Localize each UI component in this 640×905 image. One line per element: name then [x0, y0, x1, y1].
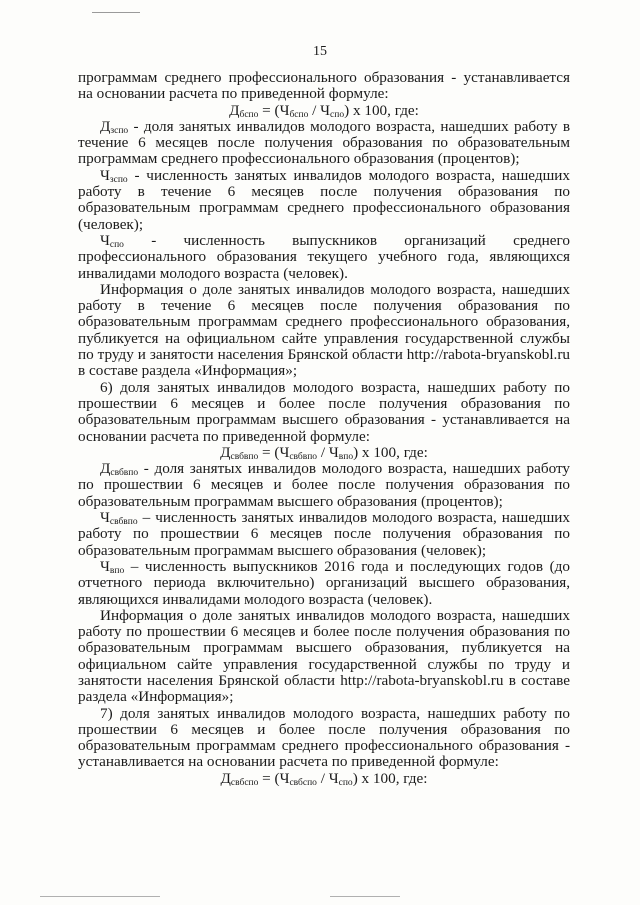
- text-run: - численность занятых инвалидов молодого возраста, нашедших работу в течение 6 месяцев после получения образования по образовательным программам среднего профессионального образования (человек);: [78, 166, 570, 233]
- text-run: ) х 100, где:: [353, 443, 428, 461]
- subscript: зспо: [109, 174, 128, 185]
- subscript: впо: [109, 565, 125, 576]
- text-run: – численность выпускников 2016 года и последующих годов (до отчетного периода включительно) организаций высшего образования, являющихся инвалидами молодого возраста (человек).: [78, 557, 570, 608]
- paragraph: [78, 608, 570, 706]
- paragraph: [78, 119, 570, 168]
- text-run: - численность выпускников организаций среднего профессионального образования текущего учебного года, являющихся инвалидами молодого возраста (человек).: [78, 231, 570, 282]
- text-run: ) х 100, где:: [352, 769, 428, 787]
- scan-mark-top: [92, 12, 140, 13]
- text-run: 6) доля занятых инвалидов молодого возраста, нашедших работу по прошествии 6 месяцев и более после получения образования по образовательным программам высшего образования - устанавливается на основании расчета по приведенной формуле:: [78, 378, 570, 445]
- paragraph: [78, 559, 570, 608]
- subscript: свбвпо: [289, 451, 318, 462]
- text-run: - доля занятых инвалидов молодого возраста, нашедших работу в течение 6 месяцев после получения образования по образовательным программам среднего профессионального образования (процентов);: [78, 117, 570, 168]
- document-body: [78, 70, 570, 787]
- text-run: Д: [220, 443, 231, 461]
- text-run: Д: [100, 117, 111, 135]
- text-run: Информация о доле занятых инвалидов молодого возраста, нашедших работу в течение 6 месяцев после получения образования по образовательным программам среднего профессионального образования, публикуется на официальном сайте управления государственной службы по труду и занятости населения Брянской области http://rabota-bryanskobl.ru в составе раздела «Информация»;: [78, 280, 570, 380]
- scan-mark-bottom-1: [40, 896, 160, 897]
- subscript: спо: [330, 109, 345, 120]
- paragraph: [78, 510, 570, 559]
- text-run: Д: [229, 101, 240, 119]
- paragraph: [78, 233, 570, 282]
- subscript: бспо: [239, 109, 259, 120]
- subscript: свбвпо: [109, 517, 138, 528]
- paragraph: [78, 380, 570, 445]
- paragraph: [78, 461, 570, 510]
- paragraph: [78, 168, 570, 233]
- text-run: Ч: [100, 509, 110, 527]
- text-run: / Ч: [317, 443, 339, 461]
- text-run: ) х 100, где:: [344, 101, 419, 119]
- paragraph: [78, 282, 570, 380]
- formula-line: [78, 445, 570, 461]
- subscript: свбвпо: [110, 468, 139, 479]
- text-run: = (Ч: [258, 443, 290, 461]
- subscript: бспо: [289, 109, 309, 120]
- text-run: Ч: [100, 557, 110, 575]
- text-run: = (Ч: [258, 769, 290, 787]
- formula-line: [78, 103, 570, 119]
- subscript: зспо: [110, 125, 129, 136]
- formula-line: [78, 771, 570, 787]
- text-run: / Ч: [308, 101, 331, 119]
- subscript: свбспо: [230, 777, 259, 788]
- text-run: – численность занятых инвалидов молодого возраста, нашедших работу по прошествии 6 месяцев после получения образования по образовательным программам высшего образования (человек);: [78, 509, 570, 559]
- text-run: / Ч: [316, 769, 339, 787]
- paragraph: [78, 706, 570, 771]
- subscript: свбспо: [289, 777, 317, 788]
- paragraph: программам среднего профессионального образования - устанавливается на основании расчета по приведенной формуле:: [78, 69, 570, 103]
- text-run: = (Ч: [258, 101, 290, 119]
- text-run: Д: [220, 769, 231, 787]
- text-run: - доля занятых инвалидов молодого возраста, нашедших работу по прошествии 6 месяцев и более после получения образования по образовательным программам высшего образования (процентов);: [78, 460, 570, 510]
- page-number: 15: [313, 44, 327, 59]
- text-run: Ч: [100, 231, 110, 249]
- text-run: Д: [100, 460, 111, 478]
- text-run: 7) доля занятых инвалидов молодого возраста, нашедших работу по прошествии 6 месяцев и более после получения образования по образовательным программам среднего профессионального образования - устанавливается на основании расчета по приведенной формуле:: [78, 704, 570, 771]
- subscript: спо: [109, 239, 124, 250]
- scan-mark-bottom-2: [330, 896, 400, 897]
- subscript: впо: [338, 451, 354, 462]
- subscript: свбвпо: [230, 451, 259, 462]
- text-run: Информация о доле занятых инвалидов молодого возраста, нашедших работу по прошествии 6 месяцев и более после получения образования по образовательным программам высшего образования, публикуется на официальном сайте управления государственной службы по труду и занятости населения Брянской области http://rabota-bryanskobl.ru в составе раздела «Информация»;: [78, 606, 570, 706]
- text-run: Ч: [100, 166, 110, 184]
- subscript: спо: [338, 777, 353, 788]
